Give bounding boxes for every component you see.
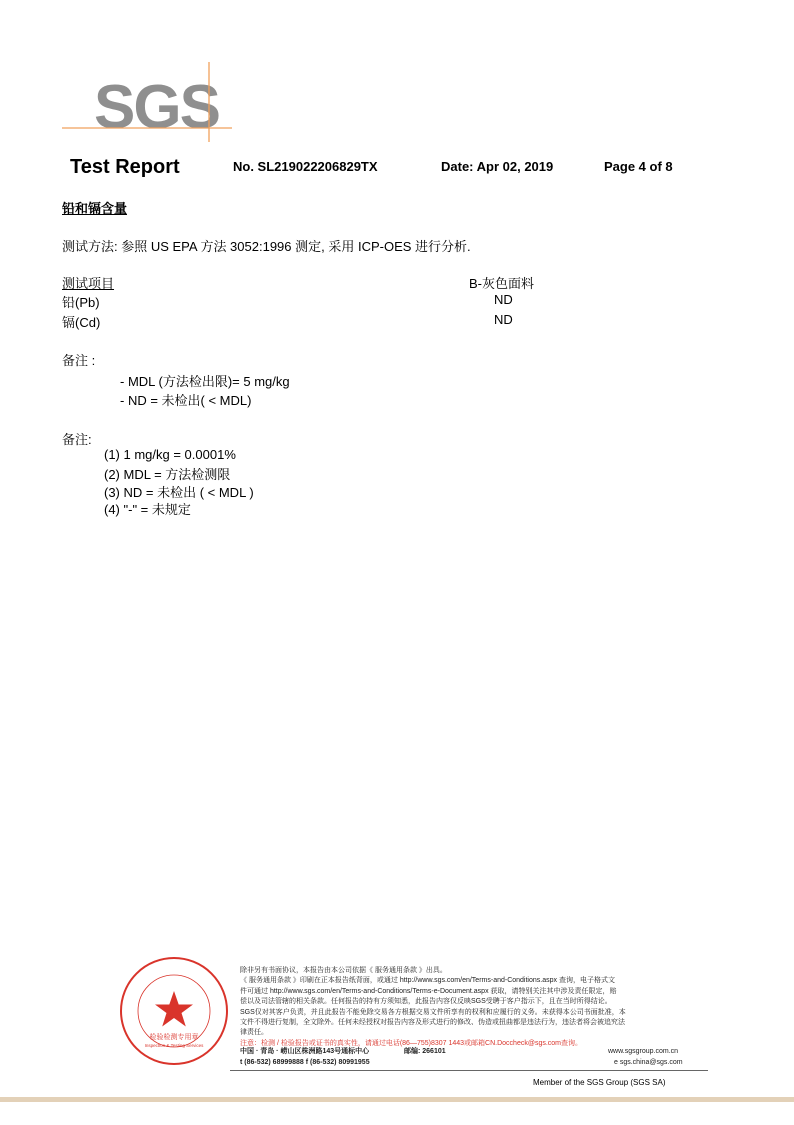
report-number: No. SL219022206829TX — [233, 159, 378, 174]
bottom-band — [0, 1097, 794, 1102]
report-date: Date: Apr 02, 2019 — [441, 159, 554, 174]
disclaimer-line: 偿以及司法管辖的相关条款。任何报告的持有方须知悉，此报告内容仅反映SGS受聘于客户指示下，且在当时所得结论。 — [240, 998, 612, 1006]
footer-email: e sgs.china@sgs.com — [614, 1059, 683, 1066]
seal-subtext: Inspection & Testing Services — [144, 1043, 204, 1048]
note-line: (2) MDL = 方法检测限 — [104, 467, 231, 482]
member-line: Member of the SGS Group (SGS SA) — [533, 1078, 666, 1087]
note-line: (4) "-" = 未规定 — [104, 502, 191, 517]
table-item-header: 测试项目 — [62, 276, 115, 291]
page-number: Page 4 of 8 — [604, 159, 673, 174]
sgs-logo — [62, 62, 232, 142]
note-line: (3) ND = 未检出 ( < MDL ) — [104, 485, 254, 500]
notes-label: 备注: — [62, 432, 92, 447]
note-line: - MDL (方法检出限)= 5 mg/kg — [120, 374, 290, 389]
footer-address: 中国 · 青岛 · 崂山区株洲路143号通标中心 — [240, 1048, 370, 1055]
notes-label: 备注 : — [62, 353, 96, 368]
seal-stamp — [118, 955, 230, 1067]
footer-website: www.sgsgroup.com.cn — [608, 1048, 679, 1055]
disclaimer-line: 除非另有书面协议，本报告由本公司依据《 服务通用条款 》出具。 — [240, 967, 447, 974]
report-title: Test Report — [70, 156, 180, 178]
logo-text: SGS — [94, 73, 219, 142]
table-row-result: ND — [494, 292, 513, 307]
table-row-item: 铅(Pb) — [62, 295, 100, 310]
footer-divider — [230, 1070, 708, 1071]
verify-line: 注意：检测 / 检验报告或证书的真实性，请通过电话(86—755)8307 1443或邮箱CN.Doccheck@sgs.com查询。 — [240, 1039, 583, 1047]
note-line: (1) 1 mg/kg = 0.0001% — [104, 447, 236, 462]
footer-phone: t (86-532) 68999888 f (86-532) 80991955 — [240, 1059, 370, 1066]
test-method: 测试方法: 参照 US EPA 方法 3052:1996 测定, 采用 ICP-OES 进行分析. — [62, 239, 471, 254]
table-row-item: 镉(Cd) — [62, 315, 101, 330]
disclaimer-line: 文件不得进行复制，全文除外。任何未经授权对报告内容及形式进行的修改、伪造或扭曲都是违法行为，违法者将会被追究法 — [240, 1019, 625, 1027]
disclaimer-line: SGS仅对其客户负责，并且此报告不能免除交易各方根据交易文件所享有的权利和应履行的义务。未获得本公司书面批准，本 — [240, 1008, 626, 1016]
seal-text: 检验检测专用章 — [149, 1033, 199, 1041]
disclaimer-line: 律责任。 — [240, 1029, 268, 1037]
table-row-result: ND — [494, 312, 513, 327]
footer-disclaimer — [240, 966, 626, 1049]
table-sample-header: B-灰色面料 — [469, 276, 535, 291]
disclaimer-line: 《 服务通用条款 》印刷在正本报告纸背面，或通过 http://www.sgs.com/en/Terms-and-Conditions.aspx 查询，电子格式文 — [240, 977, 615, 985]
footer-postcode: 邮编: 266101 — [404, 1048, 446, 1055]
disclaimer-line: 件可通过 http://www.sgs.com/en/Terms-and-Conditions/Terms-e-Document.aspx 获取，请特别关注其中涉及责任限定，赔 — [240, 987, 617, 995]
note-line: - ND = 未检出( < MDL) — [120, 393, 252, 408]
section-title: 铅和镉含量 — [62, 201, 128, 216]
